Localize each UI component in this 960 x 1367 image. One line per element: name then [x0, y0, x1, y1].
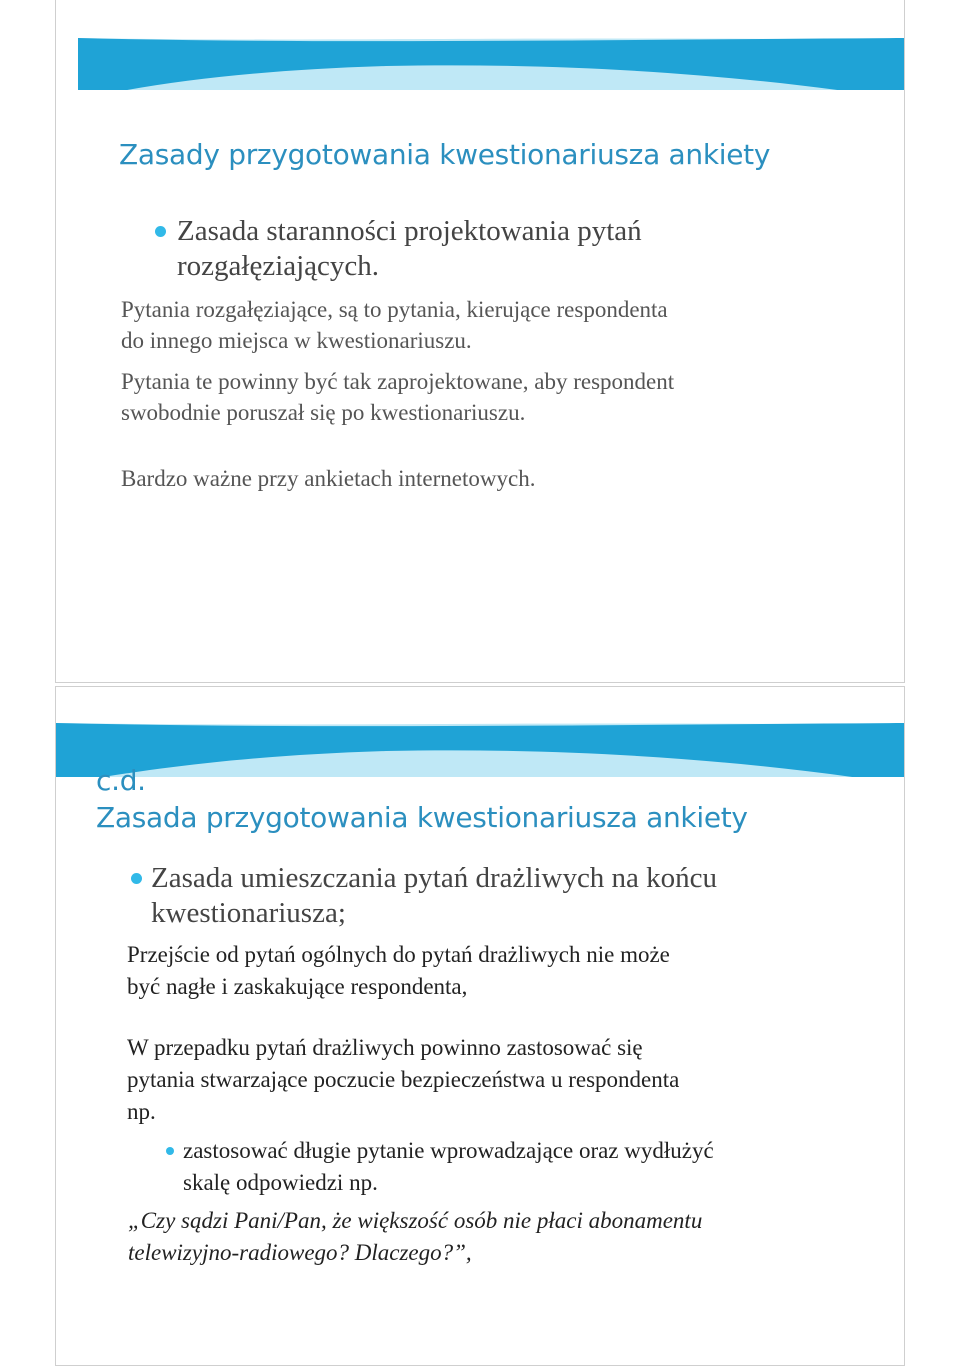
slide-2-paragraph-2: W przepadku pytań drażliwych powinno zastosować się pytania stwarzające poczucie bezpieczeństwa u respondenta np.	[127, 1035, 680, 1124]
slide-1-paragraph-2: Pytania te powinny być tak zaprojektowane, aby respondent swobodnie poruszał się po kwestionariuszu.	[121, 369, 675, 425]
slide-2-paragraph-1: Przejście od pytań ogólnych do pytań drażliwych nie może być nagłe i zaskakujące respondenta,	[127, 942, 670, 999]
slide-1-paragraph-3: Bardzo ważne przy ankietach internetowych.	[121, 466, 536, 491]
bullet-dot-icon	[155, 226, 166, 237]
slide-2	[55, 686, 905, 1366]
slide-1	[55, 0, 905, 683]
bullet-line: kwestionariusza;	[151, 897, 346, 929]
slide-2-title: Zasada przygotowania kwestionariusza ankiety	[96, 801, 748, 834]
slide-1-paragraph-1: Pytania rozgałęziające, są to pytania, kierujące respondenta do innego miejsca w kwestionariuszu.	[121, 297, 668, 353]
slide-2-quote: „Czy sądzi Pani/Pan, że większość osób nie płaci abonamentu telewizyjno-radiowego? Dlaczego?”,	[128, 1208, 703, 1265]
bullet-line: rozgałęziających.	[177, 250, 380, 282]
sub-bullet-dot-icon	[166, 1147, 174, 1155]
slide-2-bullet	[131, 861, 717, 931]
slide-1-title: Zasady przygotowania kwestionariusza ankiety	[119, 138, 771, 171]
bullet-dot-icon	[131, 873, 142, 884]
bullet-line: Zasada umieszczania pytań drażliwych na końcu	[151, 862, 718, 894]
bullet-line: Zasada staranności projektowania pytań	[177, 215, 642, 247]
header-wave-decoration	[56, 687, 905, 777]
header-wave-decoration	[56, 0, 905, 90]
slide-2-sub-bullet: zastosować długie pytanie wprowadzające oraz wydłużyć skalę odpowiedzi np.	[166, 1135, 714, 1199]
slide-1-bullet	[155, 214, 642, 284]
title-prefix: c.d.	[96, 764, 146, 797]
